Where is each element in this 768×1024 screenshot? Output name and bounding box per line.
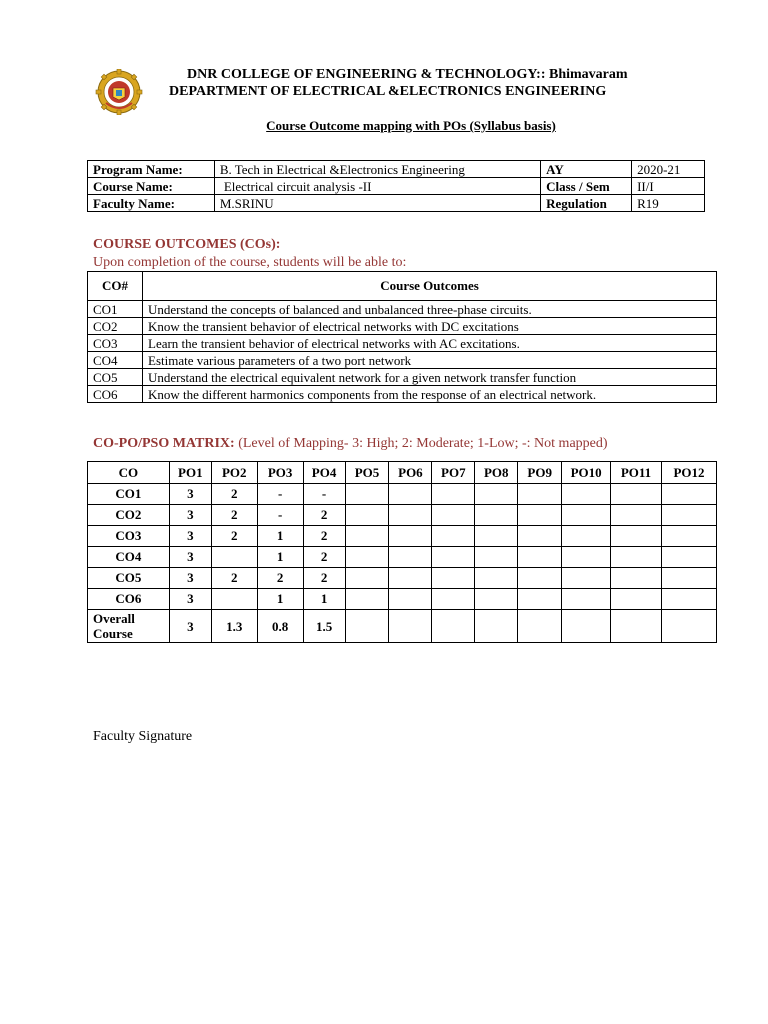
course-outcomes-table <box>87 271 717 403</box>
college-logo <box>94 69 144 115</box>
matrix-cell <box>562 547 611 568</box>
matrix-cell <box>661 547 716 568</box>
matrix-cell <box>611 547 662 568</box>
matrix-col-header: PO10 <box>562 462 611 484</box>
matrix-heading-title: CO-PO/PSO MATRIX: <box>93 436 235 451</box>
matrix-col-header: PO8 <box>475 462 518 484</box>
matrix-co-label: CO1 <box>88 484 170 505</box>
matrix-cell: 2 <box>211 568 257 589</box>
matrix-col-header: PO11 <box>611 462 662 484</box>
matrix-cell: 2 <box>303 547 345 568</box>
regulation-label: Regulation <box>541 195 632 212</box>
matrix-cell <box>389 484 432 505</box>
co-id: CO6 <box>88 386 143 403</box>
matrix-cell <box>475 568 518 589</box>
regulation-value: R19 <box>632 195 705 212</box>
table-row <box>88 369 717 386</box>
matrix-cell <box>562 568 611 589</box>
matrix-cell <box>562 505 611 526</box>
matrix-cell <box>432 526 475 547</box>
matrix-cell <box>661 505 716 526</box>
matrix-overall-cell <box>518 610 562 643</box>
info-row-faculty <box>88 195 705 212</box>
co-text: Understand the concepts of balanced and unbalanced three-phase circuits. <box>143 301 717 318</box>
co-text: Know the different harmonics components from the response of an electrical network. <box>143 386 717 403</box>
matrix-cell <box>611 505 662 526</box>
matrix-overall-label: Overall Course <box>88 610 170 643</box>
department-name: DEPARTMENT OF ELECTRICAL &ELECTRONICS ENGINEERING <box>169 84 607 99</box>
matrix-cell: 3 <box>169 568 211 589</box>
matrix-cell: 2 <box>303 568 345 589</box>
matrix-col-header: PO2 <box>211 462 257 484</box>
matrix-cell <box>432 484 475 505</box>
matrix-cell <box>475 526 518 547</box>
matrix-overall-cell <box>562 610 611 643</box>
matrix-cell <box>562 526 611 547</box>
matrix-cell: 1 <box>303 589 345 610</box>
matrix-co-label: CO3 <box>88 526 170 547</box>
matrix-cell: - <box>257 484 303 505</box>
matrix-co-label: CO5 <box>88 568 170 589</box>
matrix-col-header: PO4 <box>303 462 345 484</box>
class-sem-value: II/I <box>632 178 705 195</box>
matrix-cell <box>518 568 562 589</box>
matrix-cell <box>518 526 562 547</box>
matrix-cell <box>562 484 611 505</box>
matrix-overall-cell <box>345 610 389 643</box>
matrix-cell <box>345 505 389 526</box>
matrix-cell <box>475 484 518 505</box>
course-outcome-header: Course Outcomes <box>143 272 717 301</box>
table-header-row <box>88 272 717 301</box>
matrix-col-header: PO9 <box>518 462 562 484</box>
matrix-row <box>88 547 717 568</box>
co-id: CO1 <box>88 301 143 318</box>
matrix-cell: 1 <box>257 526 303 547</box>
matrix-co-label: CO2 <box>88 505 170 526</box>
co-id: CO5 <box>88 369 143 386</box>
matrix-cell: 2 <box>211 484 257 505</box>
matrix-overall-cell <box>432 610 475 643</box>
course-outcomes-subheading: Upon completion of the course, students will be able to: <box>93 255 407 270</box>
matrix-co-label: CO4 <box>88 547 170 568</box>
faculty-signature-label: Faculty Signature <box>93 729 193 744</box>
matrix-row <box>88 526 717 547</box>
co-po-matrix-heading <box>93 436 608 452</box>
matrix-col-header: PO1 <box>169 462 211 484</box>
matrix-cell <box>611 526 662 547</box>
matrix-cell <box>211 547 257 568</box>
matrix-col-header: PO12 <box>661 462 716 484</box>
faculty-name-label: Faculty Name: <box>88 195 215 212</box>
matrix-cell: - <box>303 484 345 505</box>
matrix-cell: 3 <box>169 484 211 505</box>
co-number-header: CO# <box>88 272 143 301</box>
page-subtitle: Course Outcome mapping with POs (Syllabus basis) <box>266 118 556 133</box>
matrix-cell <box>432 547 475 568</box>
matrix-col-header: CO <box>88 462 170 484</box>
faculty-name-value: M.SRINU <box>214 195 540 212</box>
program-name-label: Program Name: <box>88 161 215 178</box>
matrix-overall-cell <box>389 610 432 643</box>
matrix-cell: 2 <box>303 526 345 547</box>
table-row <box>88 335 717 352</box>
matrix-cell <box>389 526 432 547</box>
course-info-table <box>87 160 705 212</box>
matrix-cell <box>345 547 389 568</box>
matrix-cell: - <box>257 505 303 526</box>
table-row <box>88 386 717 403</box>
co-text: Know the transient behavior of electrical networks with DC excitations <box>143 318 717 335</box>
matrix-cell: 1 <box>257 589 303 610</box>
college-name: DNR COLLEGE OF ENGINEERING & TECHNOLOGY:: Bhimavaram <box>187 67 628 82</box>
ay-label: AY <box>541 161 632 178</box>
matrix-overall-cell: 1.5 <box>303 610 345 643</box>
matrix-col-header: PO5 <box>345 462 389 484</box>
matrix-cell <box>518 547 562 568</box>
matrix-row <box>88 589 717 610</box>
matrix-cell <box>475 505 518 526</box>
matrix-cell <box>661 526 716 547</box>
matrix-header-row <box>88 462 717 484</box>
matrix-cell <box>475 547 518 568</box>
course-name-label: Course Name: <box>88 178 215 195</box>
course-outcomes-heading: COURSE OUTCOMES (COs): <box>93 237 281 252</box>
co-text: Estimate various parameters of a two port network <box>143 352 717 369</box>
matrix-cell: 3 <box>169 547 211 568</box>
matrix-overall-cell: 3 <box>169 610 211 643</box>
matrix-cell: 3 <box>169 589 211 610</box>
info-row-program <box>88 161 705 178</box>
table-row <box>88 352 717 369</box>
matrix-cell <box>211 589 257 610</box>
matrix-cell <box>518 505 562 526</box>
table-row <box>88 301 717 318</box>
matrix-cell <box>389 589 432 610</box>
matrix-cell <box>661 589 716 610</box>
matrix-overall-cell <box>611 610 662 643</box>
matrix-cell <box>345 526 389 547</box>
matrix-overall-row <box>88 610 717 643</box>
matrix-cell <box>562 589 611 610</box>
co-text: Learn the transient behavior of electrical networks with AC excitations. <box>143 335 717 352</box>
co-id: CO3 <box>88 335 143 352</box>
matrix-overall-cell: 0.8 <box>257 610 303 643</box>
logo-gear-icon <box>96 69 142 115</box>
matrix-col-header: PO6 <box>389 462 432 484</box>
matrix-cell <box>432 589 475 610</box>
matrix-cell <box>345 568 389 589</box>
matrix-cell <box>432 505 475 526</box>
matrix-overall-cell <box>661 610 716 643</box>
co-id: CO4 <box>88 352 143 369</box>
co-text: Understand the electrical equivalent network for a given network transfer function <box>143 369 717 386</box>
matrix-cell <box>432 568 475 589</box>
matrix-cell <box>611 484 662 505</box>
matrix-cell <box>661 484 716 505</box>
matrix-cell: 2 <box>257 568 303 589</box>
matrix-cell: 2 <box>211 505 257 526</box>
matrix-col-header: PO3 <box>257 462 303 484</box>
matrix-body <box>88 484 717 643</box>
matrix-cell: 3 <box>169 526 211 547</box>
matrix-overall-cell: 1.3 <box>211 610 257 643</box>
matrix-overall-cell <box>475 610 518 643</box>
co-po-matrix-table <box>87 461 717 643</box>
matrix-col-header: PO7 <box>432 462 475 484</box>
matrix-cell: 1 <box>257 547 303 568</box>
class-sem-label: Class / Sem <box>541 178 632 195</box>
matrix-cell <box>661 568 716 589</box>
matrix-cell: 2 <box>211 526 257 547</box>
matrix-cell <box>611 568 662 589</box>
course-name-value: Electrical circuit analysis -II <box>214 178 540 195</box>
matrix-cell: 3 <box>169 505 211 526</box>
matrix-cell <box>475 589 518 610</box>
matrix-cell <box>389 568 432 589</box>
matrix-cell <box>389 505 432 526</box>
co-id: CO2 <box>88 318 143 335</box>
program-name-value: B. Tech in Electrical &Electronics Engineering <box>214 161 540 178</box>
matrix-row <box>88 505 717 526</box>
matrix-cell <box>345 589 389 610</box>
matrix-cell <box>611 589 662 610</box>
table-row <box>88 318 717 335</box>
matrix-heading-legend: (Level of Mapping- 3: High; 2: Moderate; 1-Low; -: Not mapped) <box>234 436 608 451</box>
matrix-cell: 2 <box>303 505 345 526</box>
matrix-cell <box>345 484 389 505</box>
info-row-course <box>88 178 705 195</box>
matrix-row <box>88 568 717 589</box>
ay-value: 2020-21 <box>632 161 705 178</box>
matrix-row <box>88 484 717 505</box>
matrix-cell <box>389 547 432 568</box>
matrix-cell <box>518 484 562 505</box>
matrix-co-label: CO6 <box>88 589 170 610</box>
matrix-cell <box>518 589 562 610</box>
